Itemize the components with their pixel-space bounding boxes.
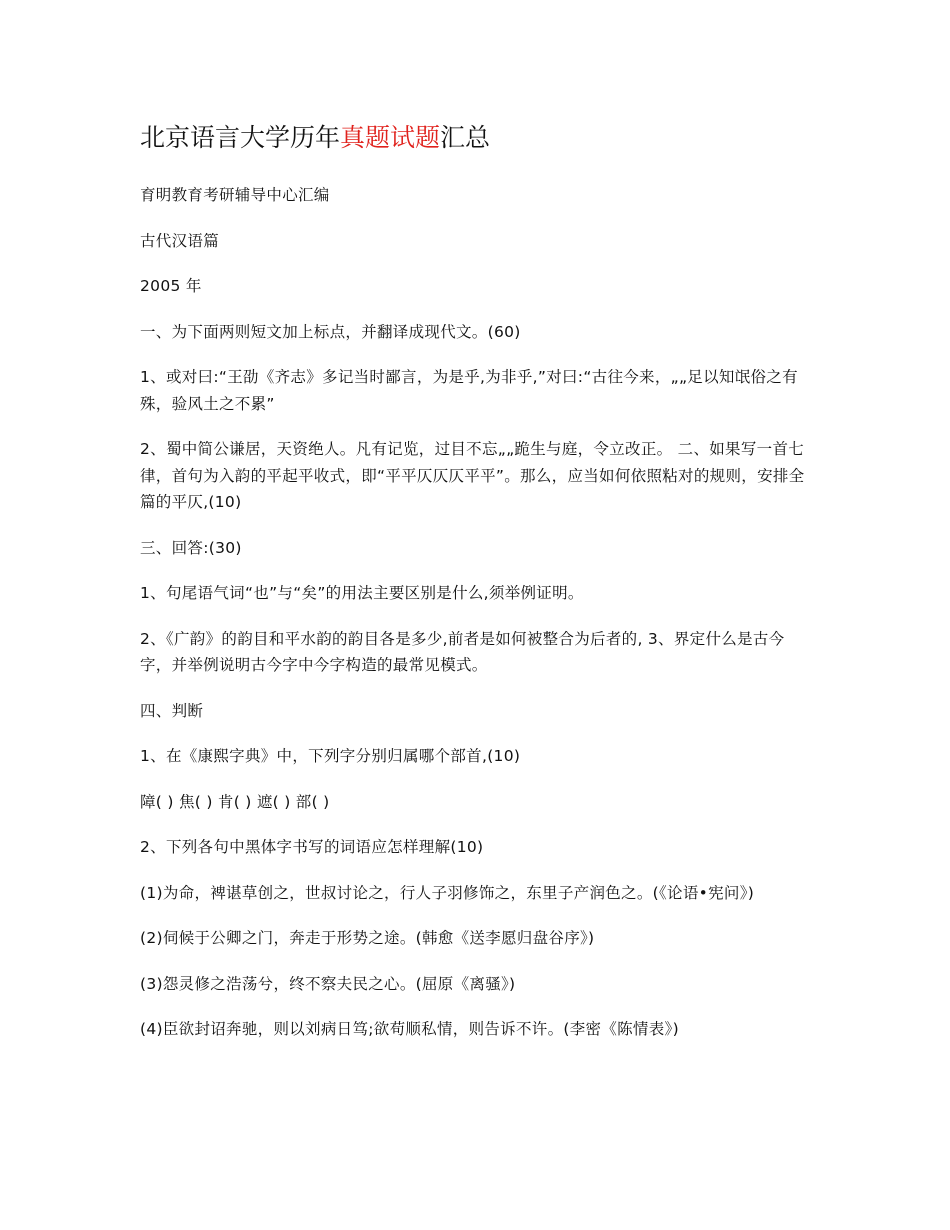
question-item: 2、下列各句中黑体字书写的词语应怎样理解(10) xyxy=(140,838,484,856)
question-item: (4)臣欲封诏奔驰，则以刘病日笃;欲苟顺私情，则告诉不许。(李密《陈情表》) xyxy=(140,1020,679,1038)
year-heading: 2005 年 xyxy=(140,277,202,295)
compiler-line: 育明教育考研辅导中心汇编 xyxy=(140,186,330,204)
question-item: (2)伺候于公卿之门，奔走于形势之途。(韩愈《送李愿归盘谷序》) xyxy=(140,929,595,947)
question-heading: 一、为下面两则短文加上标点，并翻译成现代文。(60) xyxy=(140,322,521,341)
question-item: 1、句尾语气词“也”与“矣”的用法主要区别是什么,须举例证明。 xyxy=(140,584,584,602)
question-heading: 四、判断 xyxy=(140,701,204,720)
title-prefix: 北京语言大学历年 xyxy=(140,123,341,152)
question-item: 2、蜀中简公谦居，天资绝人。凡有记览，过目不忘„„跪生与庭，令立改正。 二、如果写一首七律，首句为入韵的平起平收式，即“平平仄仄仄平平”。那么，应当如何依照粘对的规则，安排全篇的平仄,(10) xyxy=(140,440,805,511)
question-item: (3)怨灵修之浩荡兮，终不察夫民之心。(屈原《离骚》) xyxy=(140,974,516,993)
section-heading: 古代汉语篇 xyxy=(140,231,220,250)
question-item: 1、或对曰:“王劭《齐志》多记当时鄙言，为是乎,为非乎,”对曰:“古往今来，„„足以知氓俗之有殊，验风土之不累” xyxy=(140,368,798,413)
question-item: 障( ) 焦( ) 肯( ) 遮( ) 部( ) xyxy=(140,792,330,811)
title-suffix: 汇总 xyxy=(440,123,491,152)
question-item: 2、《广韵》的韵目和平水韵的韵目各是多少,前者是如何被整合为后者的, 3、界定什么是古今字，并举例说明古今字中今字构造的最常见模式。 xyxy=(140,629,785,674)
question-item: (1)为命，裨谌草创之，世叔讨论之，行人子羽修饰之，东里子产润色之。(《论语•宪问》) xyxy=(140,883,755,902)
title-highlight: 真题试题 xyxy=(340,123,441,152)
question-item: 1、在《康熙字典》中，下列字分别归属哪个部首,(10) xyxy=(140,747,521,765)
document-title xyxy=(140,120,810,156)
question-heading: 三、回答:(30) xyxy=(140,538,242,557)
document-page xyxy=(140,120,810,1062)
